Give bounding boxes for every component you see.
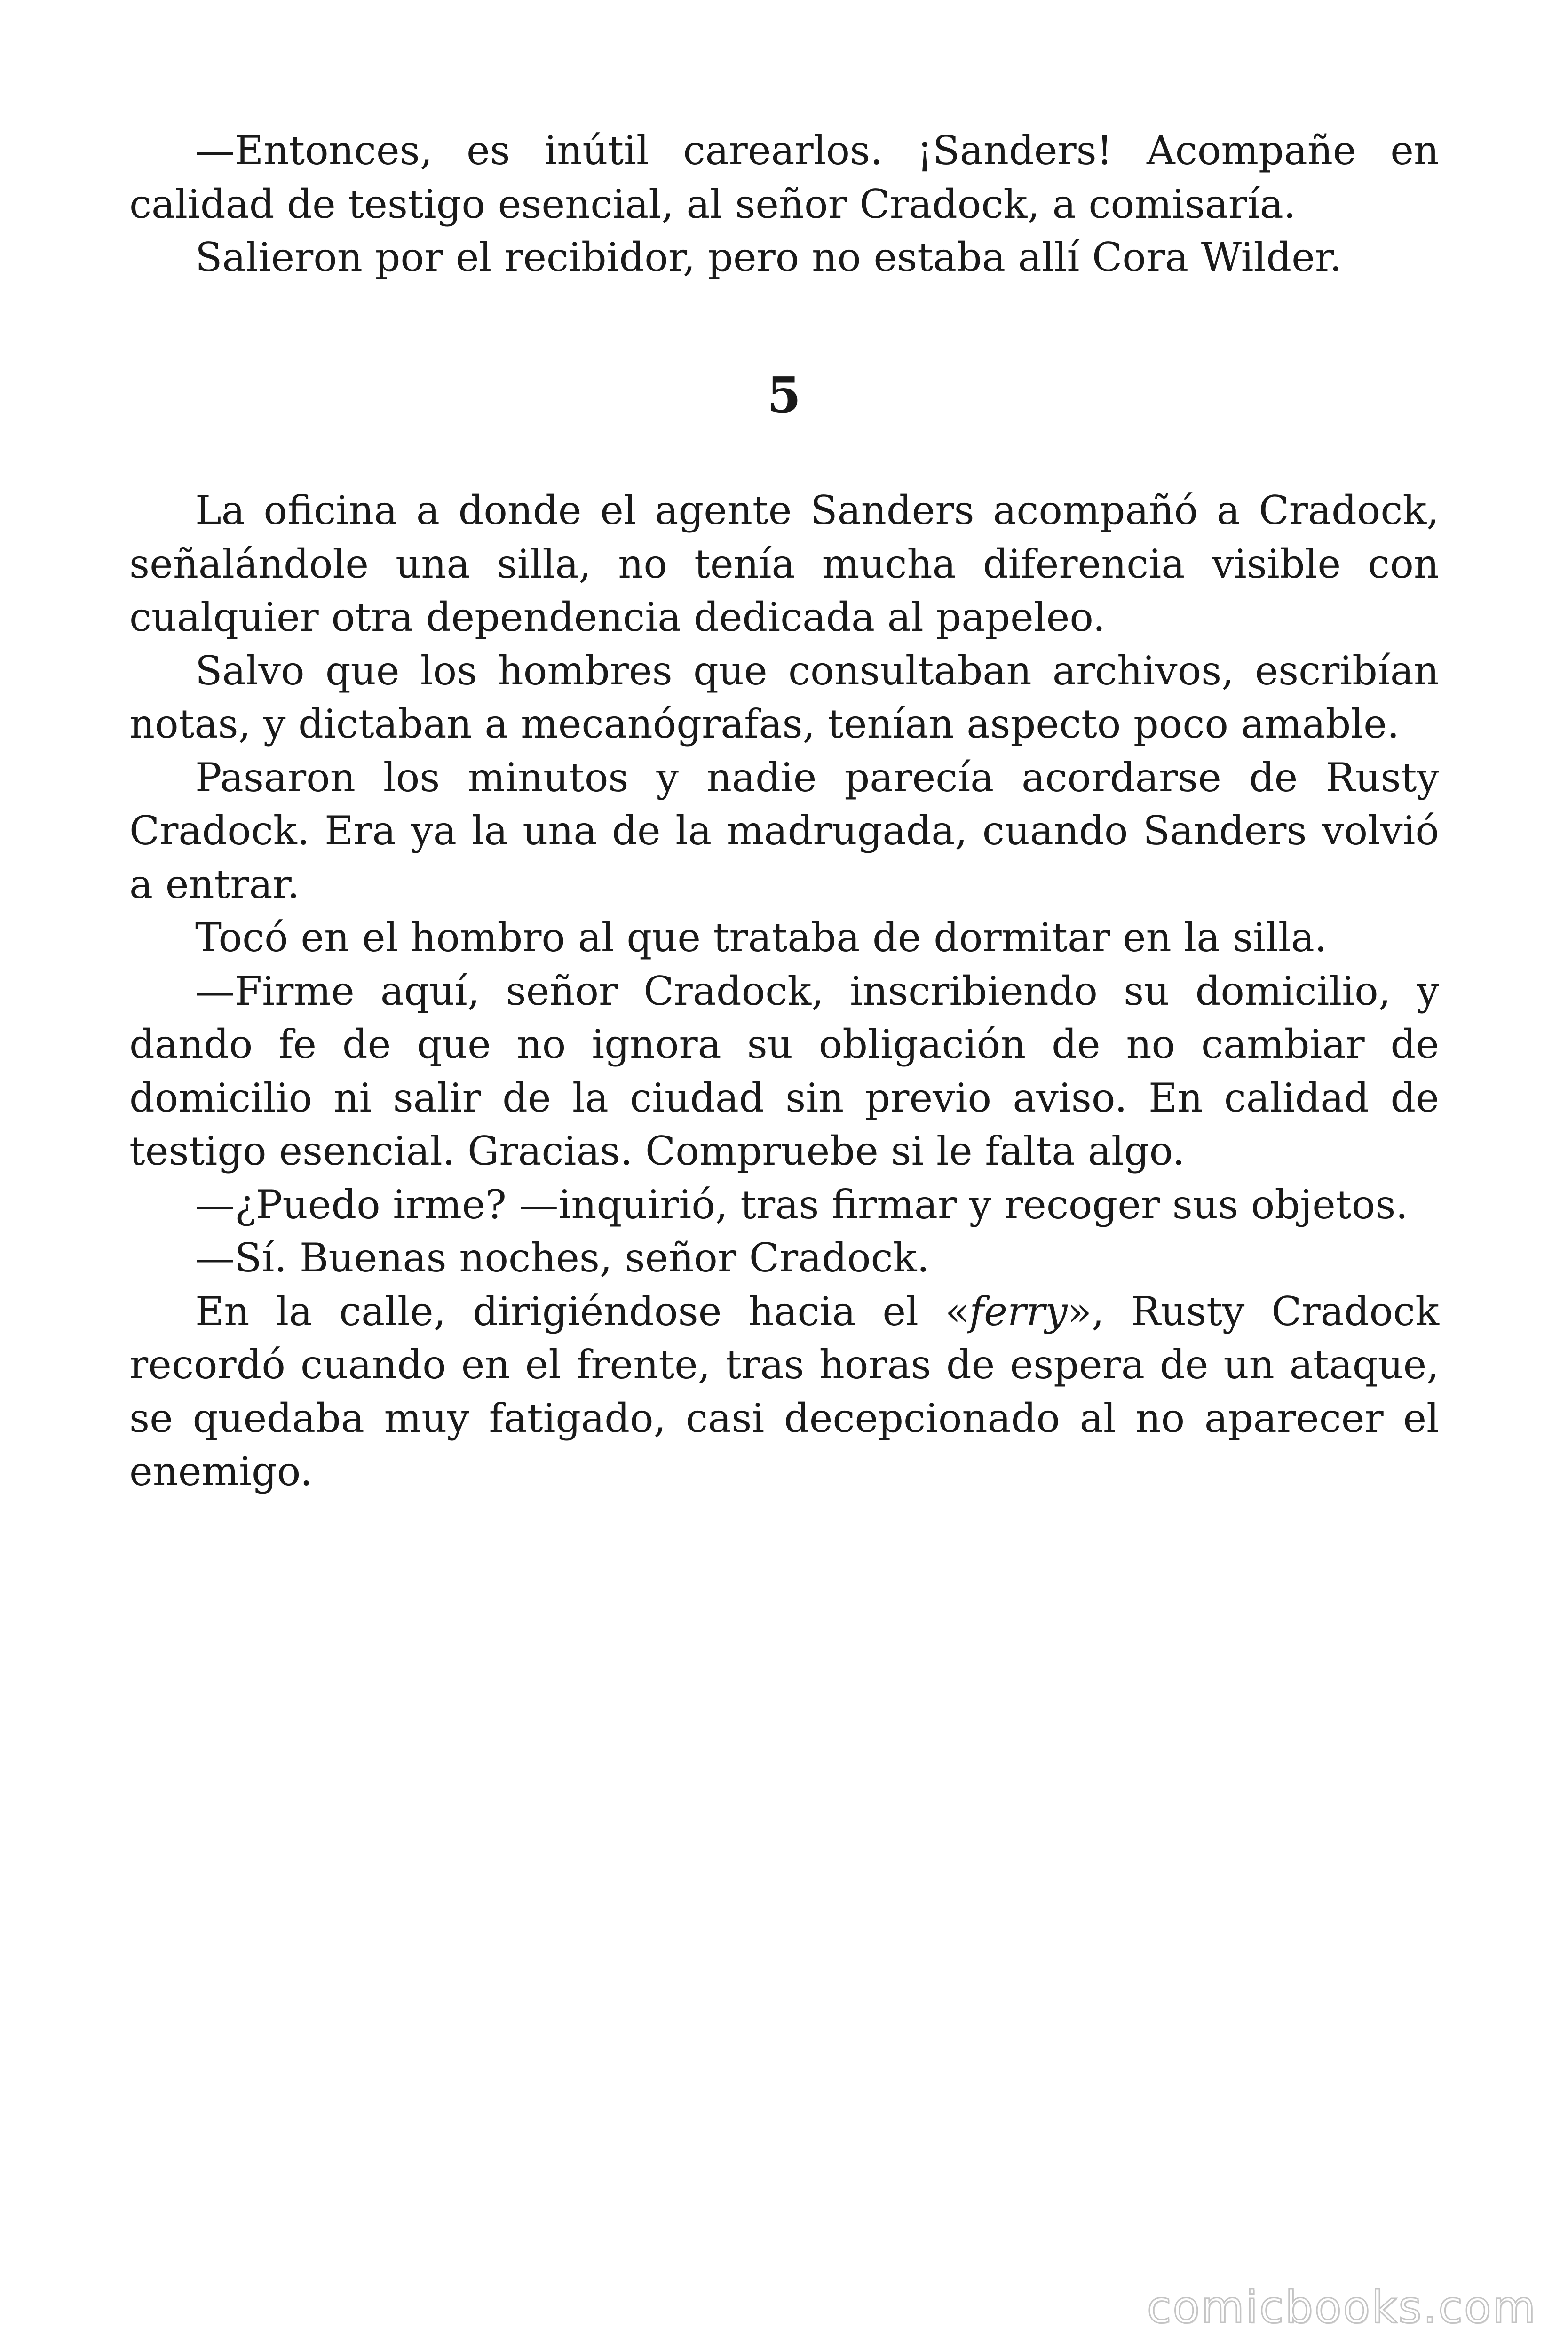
italic-word: ferry [969,1288,1068,1335]
paragraph: Tocó en el hombro al que trataba de dormitar en la silla. [195,914,1327,961]
chapter-body [129,484,1439,1499]
paragraph: —Sí. Buenas noches, señor Cradock. [195,1235,930,1281]
paragraph: Salieron por el recibidor, pero no estaba allí Cora Wilder. [195,234,1342,280]
paragraph: —Firme aquí, señor Cradock, inscribiendo su domicilio, y dando fe de que no ignora su obligación de no cambiar de domicilio ni salir de la ciudad sin previo aviso. En calidad de testigo esencial. Gracias. Compruebe si le falta algo. [129,968,1439,1174]
paragraph: La oficina a donde el agente Sanders acompañó a Cradock, señalándole una silla, no tenía mucha diferencia visible con cualquier otra dependencia dedicada al papeleo. [129,487,1439,640]
previous-chapter-ending [129,124,1439,285]
paragraph: —Entonces, es inútil carearlos. ¡Sanders! Acompañe en calidad de testigo esencial, al señor Cradock, a comisaría. [129,127,1439,227]
paragraph: —¿Puedo irme? —inquirió, tras firmar y recoger sus objetos. [195,1181,1409,1228]
paragraph: Pasaron los minutos y nadie parecía acordarse de Rusty Cradock. Era ya la una de la madrugada, cuando Sanders volvió a entrar. [129,754,1439,907]
watermark: comicbooks.com [1147,2282,1537,2333]
paragraph-last [129,1285,1439,1499]
paragraph: Salvo que los hombres que consultaban archivos, escribían notas, y dictaban a mecanógrafas, tenían aspecto poco amable. [129,647,1439,747]
chapter-heading: 5 [767,366,801,424]
paragraph-text: En la calle, dirigiéndose hacia el « [195,1288,970,1335]
paragraph-text: », Rusty Cradock recordó cuando en el frente, tras horas de espera de un ataque, se quedaba muy fatigado, casi decepcionado al no aparecer el enemigo. [129,1288,1439,1494]
